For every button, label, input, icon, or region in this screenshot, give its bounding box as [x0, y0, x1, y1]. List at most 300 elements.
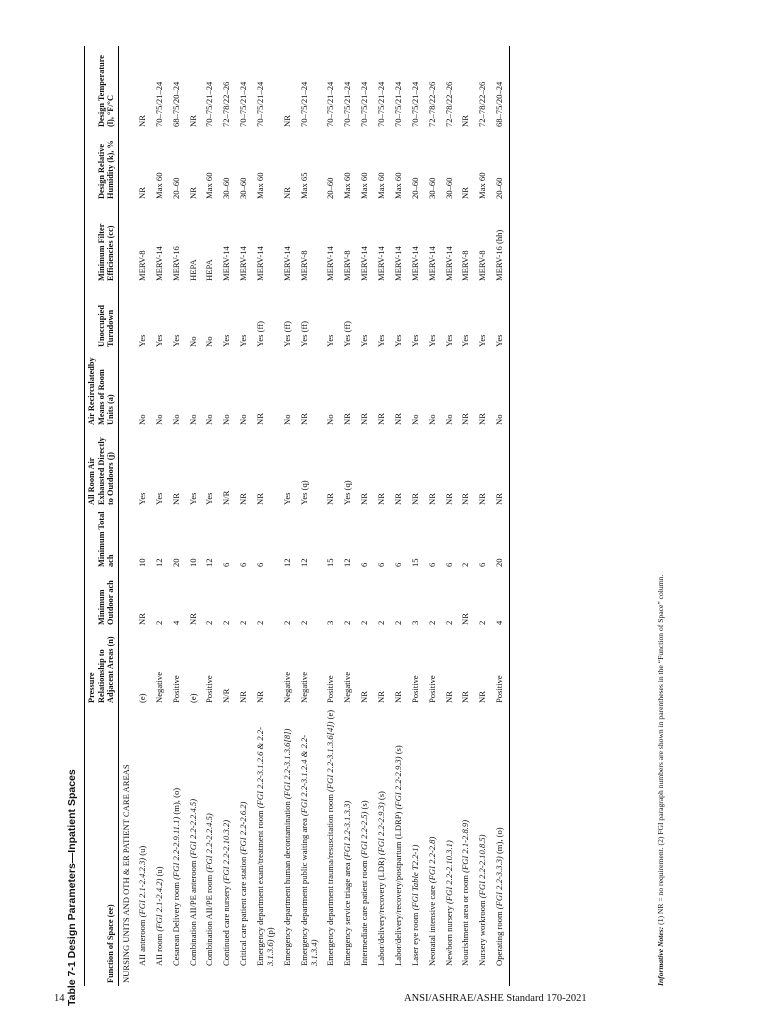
- function-of-space-cell: [475, 706, 492, 986]
- fgi-reference: (FGI 2.2-2.10.8.5): [477, 834, 488, 899]
- table-cell: MERV-14: [153, 246, 164, 281]
- table-cell: (e): [136, 693, 147, 703]
- notes-suffix: (m), (o): [170, 787, 181, 817]
- rotated-page: [66, 40, 686, 1006]
- fgi-reference: (FGI 2.2-2.9.3): [392, 756, 403, 810]
- section-label: NURSING UNITS AND OTH & ER PATIENT CARE AREAS: [120, 764, 131, 983]
- table-cell: 20–60: [170, 177, 181, 199]
- table-cell: MERV-14: [392, 246, 403, 281]
- space-name: Nursery workroom: [477, 898, 488, 966]
- table-cell: NR: [238, 493, 249, 505]
- table-cell: 70–75/21–24: [376, 81, 387, 127]
- notes-suffix: (s): [392, 745, 403, 757]
- table-cell: 10: [136, 558, 147, 567]
- function-of-space-cell: [357, 706, 374, 986]
- space-name: Laser eye room: [409, 910, 420, 966]
- table-cell: 70–75/21–24: [255, 81, 266, 127]
- table-cell: No: [426, 414, 437, 425]
- table-row: [151, 46, 168, 986]
- table-cell: NR: [460, 493, 471, 505]
- table-cell: NR: [409, 493, 420, 505]
- col-header: Minimum Outdoor ach: [85, 570, 119, 628]
- table-cell: Yes: [409, 334, 420, 347]
- table-cell: 30–60: [221, 177, 232, 199]
- table-row: [279, 46, 296, 986]
- table-cell: Yes: [187, 492, 198, 505]
- function-of-space-cell: [323, 706, 340, 986]
- col-header: Design Temperature (l), °F/°C: [85, 46, 119, 130]
- table-cell: MERV-14: [325, 246, 336, 281]
- table-cell: MERV-8: [136, 250, 147, 281]
- table-cell: 6: [238, 562, 249, 567]
- table-cell: 30–60: [443, 177, 454, 199]
- table-cell: No: [238, 414, 249, 425]
- col-header: Pressure Relationship to Adjacent Areas (n): [85, 628, 119, 706]
- table-cell: No: [153, 414, 164, 425]
- col-header: Minimum Total ach: [85, 508, 119, 570]
- table-cell: 6: [443, 562, 454, 567]
- table-cell: 20: [492, 508, 509, 570]
- table-cell: MERV-14: [281, 246, 292, 281]
- table-cell: 6: [426, 562, 437, 567]
- table-cell: 3: [409, 620, 420, 625]
- table-cell: 72–78/22–26: [221, 81, 232, 127]
- function-of-space-cell: [390, 706, 407, 986]
- table-cell: NR: [187, 613, 198, 625]
- table-cell: Yes: [477, 334, 488, 347]
- table-cell: Positive: [204, 675, 215, 703]
- col-header: Minimum Filter Efficiencies (cc): [85, 202, 119, 284]
- notes-suffix: (p): [264, 927, 275, 940]
- table-cell: N/R: [221, 490, 232, 505]
- table-cell: Positive: [325, 675, 336, 703]
- table-cell: 2: [204, 620, 215, 625]
- table-cell: Max 60: [153, 172, 164, 199]
- table-cell: 70–75/21–24: [204, 81, 215, 127]
- table-cell: Max 60: [477, 172, 488, 199]
- table-container: [84, 46, 510, 986]
- table-cell: NR: [477, 691, 488, 703]
- table-cell: No: [187, 414, 198, 425]
- table-cell: Max 60: [376, 172, 387, 199]
- table-cell: Yes (q): [298, 480, 309, 505]
- table-cell: NR: [392, 413, 403, 425]
- col-header: Air Recirculatedby Means of Room Units (a): [85, 350, 119, 428]
- note-text: (1) NR = no requirement. (2) FGI paragraph numbers are shown in parentheses in the “Function of Space” column.: [656, 574, 665, 927]
- function-of-space-cell: [185, 706, 202, 986]
- table-cell: Negative: [281, 671, 292, 703]
- table-cell: No: [409, 414, 420, 425]
- table-cell: No: [443, 414, 454, 425]
- table-cell: MERV-14: [376, 246, 387, 281]
- table-cell: Negative: [298, 671, 309, 703]
- table-cell: Max 60: [255, 172, 266, 199]
- function-of-space-cell: [279, 706, 296, 986]
- table-cell: No: [187, 336, 198, 347]
- space-name: Nourishment area or room: [460, 872, 471, 966]
- fgi-reference: (FGI 2.1-2.4.2): [153, 878, 164, 932]
- table-cell: Yes (ff): [255, 321, 266, 347]
- table-cell: NR: [460, 613, 471, 625]
- space-name: Combination AII/PE anteroom: [187, 858, 198, 966]
- table-cell: 70–75/21–24: [325, 81, 336, 127]
- function-of-space-cell: [458, 706, 475, 986]
- function-of-space-cell: [219, 706, 236, 986]
- col-header: Function of Space (ee): [85, 706, 119, 986]
- table-cell: 20–60: [325, 177, 336, 199]
- fgi-reference: (FGI 2.2-2.2.4.5): [187, 798, 198, 859]
- table-cell: Yes: [492, 284, 509, 350]
- table-cell: Yes: [359, 334, 370, 347]
- table-cell: NR: [136, 187, 147, 199]
- function-of-space-cell: [424, 706, 441, 986]
- notes-suffix: (u): [153, 866, 164, 879]
- fgi-reference: (FGI 2.2-3.1.2.4 & 2.2-3.1.3.4): [298, 734, 319, 966]
- function-of-space-cell: [202, 706, 219, 986]
- table-row: [134, 46, 151, 986]
- col-header: Design Relative Humidity (k), %: [85, 130, 119, 202]
- fgi-reference: (FGI 2.2-2.6.2): [238, 801, 249, 855]
- table-cell: MERV-14: [221, 246, 232, 281]
- table-cell: NR: [325, 493, 336, 505]
- table-cell: 2: [255, 620, 266, 625]
- table-cell: Yes: [376, 334, 387, 347]
- table-row: [202, 46, 219, 986]
- table-cell: NR: [392, 691, 403, 703]
- table-cell: 2: [426, 620, 437, 625]
- notes-suffix: (e): [325, 709, 336, 722]
- table-row: [492, 46, 509, 986]
- table-cell: NR: [359, 493, 370, 505]
- table-row: [374, 46, 391, 986]
- table-cell: NR: [281, 187, 292, 199]
- function-of-space-cell: [236, 706, 253, 986]
- table-row: [323, 46, 340, 986]
- col-header: All Room Air Exhausted Directly to Outdoors (j): [85, 428, 119, 508]
- function-of-space-cell: [492, 706, 509, 986]
- table-cell: Yes: [238, 334, 249, 347]
- table-cell: 2: [281, 620, 292, 625]
- space-name: Neonatal intensive care: [426, 883, 437, 966]
- table-cell: 20–60: [409, 177, 420, 199]
- function-of-space-cell: [168, 706, 185, 986]
- table-cell: NR: [392, 493, 403, 505]
- table-cell: NR: [298, 413, 309, 425]
- fgi-reference: (FGI 2.2-3.1.3.6[4]): [325, 721, 336, 792]
- table-cell: Positive: [492, 628, 509, 706]
- table-row: [219, 46, 236, 986]
- table-cell: (e): [187, 693, 198, 703]
- table-cell: MERV-14: [426, 246, 437, 281]
- table-cell: 2: [153, 620, 164, 625]
- table-cell: 70–75/21–24: [409, 81, 420, 127]
- table-cell: No: [204, 336, 215, 347]
- table-title: Table 7-1 Design Parameters—Inpatient Spaces: [66, 769, 78, 1006]
- notes-suffix: (s): [376, 791, 387, 803]
- table-cell: N/R: [221, 688, 232, 703]
- notes-suffix: (s): [359, 800, 370, 812]
- informative-notes: [656, 575, 665, 986]
- space-name: Intermediate care patient room: [359, 858, 370, 966]
- fgi-reference: (FGI Table T2.2-1): [409, 844, 420, 911]
- table-cell: 2: [460, 562, 471, 567]
- table-cell: NR: [255, 413, 266, 425]
- function-of-space-cell: [253, 706, 280, 986]
- table-cell: Max 60: [342, 172, 353, 199]
- fgi-reference: (FGI 2.2-2.10.3.1): [443, 840, 454, 904]
- table-cell: NR: [460, 691, 471, 703]
- function-of-space-cell: [134, 706, 151, 986]
- table-cell: 15: [325, 558, 336, 567]
- fgi-reference: (FGI 2.2-2.8): [426, 836, 437, 884]
- table-cell: NR: [460, 413, 471, 425]
- fgi-reference: (FGI 2.2-3.1.3.6[8]): [281, 728, 292, 800]
- table-cell: 4: [492, 570, 509, 628]
- table-cell: NR: [477, 493, 488, 505]
- fgi-reference: (FGI 2.2-2.2.4.5): [204, 813, 215, 873]
- table-cell: 6: [359, 562, 370, 567]
- table-cell: NR: [359, 691, 370, 703]
- table-cell: MERV-14: [409, 246, 420, 281]
- table-cell: NR: [170, 493, 181, 505]
- table-cell: NR: [443, 493, 454, 505]
- table-cell: NR: [443, 691, 454, 703]
- table-cell: 2: [221, 620, 232, 625]
- table-row: [407, 46, 424, 986]
- note-label: Informative Notes:: [656, 926, 665, 986]
- table-cell: Yes: [170, 334, 181, 347]
- table-cell: No: [281, 414, 292, 425]
- table-cell: 70–75/21–24: [392, 81, 403, 127]
- table-cell: Yes: [221, 334, 232, 347]
- page-number: 14: [54, 993, 65, 1004]
- table-cell: Max 60: [204, 172, 215, 199]
- table-cell: HEPA: [187, 259, 198, 281]
- table-cell: NR: [376, 691, 387, 703]
- table-cell: Yes: [204, 492, 215, 505]
- table-cell: MERV-8: [460, 250, 471, 281]
- table-cell: Yes: [392, 334, 403, 347]
- table-cell: NR: [492, 428, 509, 508]
- table-cell: MERV-16: [170, 246, 181, 281]
- table-cell: Positive: [426, 675, 437, 703]
- table-cell: 2: [238, 620, 249, 625]
- space-name: Emergency department exam/treatment room: [255, 808, 266, 966]
- table-row: [390, 46, 407, 986]
- table-cell: Yes: [136, 334, 147, 347]
- table-cell: Negative: [342, 671, 353, 703]
- space-name: Combination AII/PE room: [204, 872, 215, 966]
- function-of-space-cell: [441, 706, 458, 986]
- fgi-reference: (FGI 2.2-3.3.3): [494, 856, 505, 910]
- table-cell: Yes: [426, 334, 437, 347]
- table-cell: Yes: [153, 492, 164, 505]
- table-cell: NR: [359, 413, 370, 425]
- section-row: [118, 46, 134, 986]
- function-of-space-cell: [151, 706, 168, 986]
- fgi-reference: (FGI 2.2-2.10.3.2): [221, 819, 232, 884]
- space-name: Emergency department public waiting area: [298, 816, 309, 966]
- table-cell: 12: [342, 558, 353, 567]
- table-cell: NR: [136, 115, 147, 127]
- table-cell: Positive: [409, 675, 420, 703]
- table-cell: Yes (ff): [342, 321, 353, 347]
- function-of-space-cell: [340, 706, 357, 986]
- table-cell: 6: [376, 562, 387, 567]
- fgi-reference: (FGI 2.2-2.9.11.1): [170, 816, 181, 880]
- table-cell: Yes: [281, 492, 292, 505]
- table-cell: MERV-8: [298, 250, 309, 281]
- table-cell: Yes: [325, 334, 336, 347]
- table-row: [441, 46, 458, 986]
- fgi-reference: (FGI 2.1-2.4.2.3): [136, 857, 147, 918]
- table-cell: No: [204, 414, 215, 425]
- table-cell: 70–75/21–24: [238, 81, 249, 127]
- table-cell: No: [170, 414, 181, 425]
- table-cell: Yes: [460, 334, 471, 347]
- fgi-reference: (FGI 2.2-3.1.3.3): [342, 800, 353, 861]
- table-cell: 20: [170, 558, 181, 567]
- table-cell: Yes (ff): [298, 321, 309, 347]
- space-name: Emergency service triage area: [342, 860, 353, 966]
- table-cell: NR: [460, 187, 471, 199]
- space-name: Labor/delivery/recovery/postpartum (LDRP): [392, 809, 403, 966]
- table-cell: NR: [255, 493, 266, 505]
- table-cell: Max 65: [298, 172, 309, 199]
- table-row: [168, 46, 185, 986]
- table-cell: 70–75/21–24: [359, 81, 370, 127]
- space-name: AII anteroom: [136, 917, 147, 966]
- table-cell: 70–75/21–24: [153, 81, 164, 127]
- table-cell: 70–75/21–24: [298, 81, 309, 127]
- table-cell: 3: [325, 620, 336, 625]
- fgi-reference: (FGI 2.1-2.8.9): [460, 819, 471, 873]
- notes-suffix: (u): [136, 845, 147, 858]
- table-row: [340, 46, 357, 986]
- table-cell: MERV-8: [477, 250, 488, 281]
- table-cell: No: [325, 414, 336, 425]
- table-cell: MERV-14: [238, 246, 249, 281]
- function-of-space-cell: [407, 706, 424, 986]
- table-cell: 6: [392, 562, 403, 567]
- table-cell: NR: [460, 115, 471, 127]
- function-of-space-cell: [374, 706, 391, 986]
- table-row: [236, 46, 253, 986]
- notes-suffix: (m), (o): [494, 827, 505, 857]
- table-cell: NR: [342, 413, 353, 425]
- table-cell: NR: [255, 691, 266, 703]
- table-cell: Positive: [170, 675, 181, 703]
- table-cell: 2: [443, 620, 454, 625]
- table-cell: No: [136, 414, 147, 425]
- table-cell: MERV-14: [255, 246, 266, 281]
- table-cell: 12: [153, 558, 164, 567]
- table-cell: 15: [409, 558, 420, 567]
- table-cell: 6: [255, 562, 266, 567]
- fgi-reference: (FGI 2.2-3.1.2.6 & 2.2-3.1.3.6): [255, 727, 275, 966]
- table-cell: NR: [187, 115, 198, 127]
- table-cell: 10: [187, 558, 198, 567]
- table-cell: HEPA: [204, 259, 215, 281]
- table-cell: 72–78/22–26: [426, 81, 437, 127]
- table-cell: NR: [187, 187, 198, 199]
- space-name: Cesarean Delivery room: [170, 879, 181, 966]
- table-cell: NR: [426, 493, 437, 505]
- table-row: [458, 46, 475, 986]
- table-cell: 2: [342, 620, 353, 625]
- table-cell: 30–60: [426, 177, 437, 199]
- table-cell: 72–78/22–26: [443, 81, 454, 127]
- table-row: [424, 46, 441, 986]
- header-row: [85, 46, 119, 986]
- table-cell: NR: [136, 613, 147, 625]
- table-cell: 20–60: [492, 130, 509, 202]
- table-cell: MERV-16 (hh): [492, 202, 509, 284]
- space-name: Labor/delivery/recovery (LDR): [376, 855, 387, 966]
- table-cell: 12: [281, 558, 292, 567]
- table-cell: MERV-14: [443, 246, 454, 281]
- table-row: [475, 46, 492, 986]
- table-row: [253, 46, 280, 986]
- table-cell: 4: [170, 620, 181, 625]
- table-cell: NR: [376, 493, 387, 505]
- table-cell: NR: [238, 691, 249, 703]
- table-cell: Yes: [136, 492, 147, 505]
- table-cell: MERV-8: [342, 250, 353, 281]
- space-name: Continued care nursery: [221, 883, 232, 966]
- table-cell: NR: [281, 115, 292, 127]
- table-cell: Negative: [153, 671, 164, 703]
- table-cell: Max 60: [392, 172, 403, 199]
- space-name: AII room: [153, 931, 164, 966]
- table-cell: 30–60: [238, 177, 249, 199]
- table-cell: 6: [221, 562, 232, 567]
- table-cell: Yes (ff): [281, 321, 292, 347]
- space-name: Emergency department trauma/resuscitation room: [325, 791, 336, 966]
- table-cell: Yes: [153, 334, 164, 347]
- standard-footer: ANSI/ASHRAE/ASHE Standard 170-2021: [404, 993, 587, 1004]
- table-row: [296, 46, 323, 986]
- table-cell: 68–75/20–24: [492, 46, 509, 130]
- col-header: Unoccupied Turndown: [85, 284, 119, 350]
- space-name: Critical care patient care station: [238, 854, 249, 966]
- table-row: [357, 46, 374, 986]
- table-cell: No: [492, 350, 509, 428]
- fgi-reference: (FGI 2.2-2.5): [359, 811, 370, 859]
- table-cell: 2: [359, 620, 370, 625]
- table-cell: 6: [477, 562, 488, 567]
- table-cell: Yes (q): [342, 480, 353, 505]
- table-cell: MERV-14: [359, 246, 370, 281]
- table-cell: NR: [477, 413, 488, 425]
- design-parameters-table: [84, 46, 510, 986]
- table-cell: 68–75/20–24: [170, 81, 181, 127]
- fgi-reference: (FGI 2.2-2.9.3): [376, 802, 387, 856]
- table-cell: 12: [298, 558, 309, 567]
- table-cell: NR: [376, 413, 387, 425]
- table-row: [185, 46, 202, 986]
- space-name: Emergency department human decontamination: [281, 799, 292, 966]
- table-cell: 70–75/21–24: [342, 81, 353, 127]
- table-cell: 12: [204, 558, 215, 567]
- space-name: Newborn nursery: [443, 903, 454, 966]
- table-cell: 72–78/22–26: [477, 81, 488, 127]
- function-of-space-cell: [296, 706, 323, 986]
- table-cell: 2: [376, 620, 387, 625]
- table-cell: 2: [392, 620, 403, 625]
- table-cell: Max 60: [359, 172, 370, 199]
- table-cell: No: [221, 414, 232, 425]
